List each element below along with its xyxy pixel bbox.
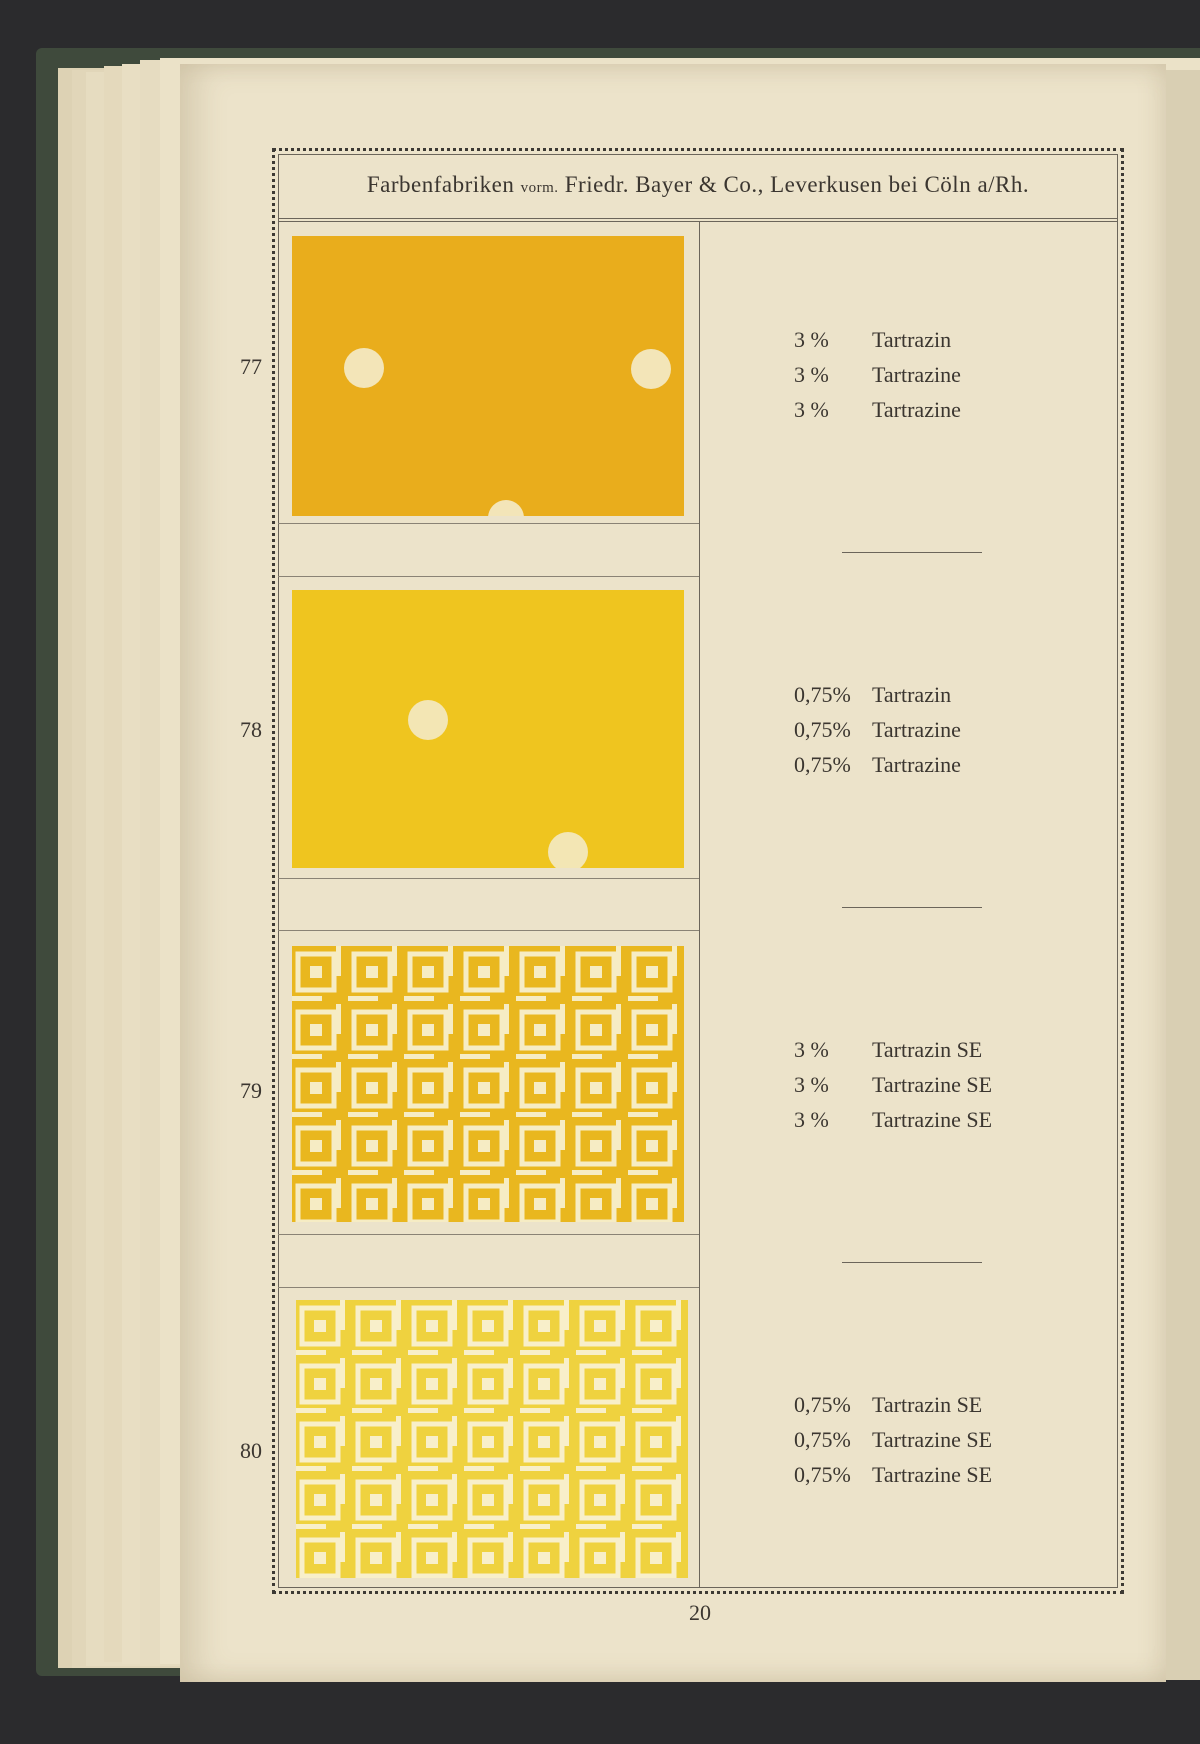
recipe-line: 0,75% Tartrazin SE [794,1392,983,1417]
recipe-line: 3 % Tartrazine SE [794,1072,993,1097]
fabric-swatch [292,236,684,516]
recipe-line: 0,75% Tartrazin [794,682,952,707]
cell-rule [278,1234,699,1235]
separator-line [842,552,982,553]
recipe-78 [794,677,1084,782]
page-number: 20 [689,1600,711,1625]
recipe-line: 3 % Tartrazine [794,362,961,387]
cell-rule [278,576,699,577]
separator-line [842,907,982,908]
sample-number: 77 [240,354,262,379]
fabric-swatch [292,590,684,868]
cell-rule [278,878,699,879]
recipe-80 [794,1387,1084,1492]
recipe-77 [794,322,1084,427]
swatch-fill [292,590,684,868]
column-divider [699,222,700,1588]
header-company: Farbenfabriken [366,172,515,197]
recipe-line: 0,75% Tartrazine SE [794,1462,993,1487]
fabric-swatch [296,1300,688,1578]
recipe-line: 3 % Tartrazine SE [794,1107,993,1132]
sample-number: 78 [240,717,262,742]
cell-rule [278,930,699,931]
cell-rule [278,523,699,524]
sample-number: 79 [240,1078,262,1103]
recipe-line: 3 % Tartrazin SE [794,1037,983,1062]
fabric-swatch [292,946,684,1222]
page-header [278,172,1118,198]
header-address: Friedr. Bayer & Co., Leverkusen bei Cöln a/Rh. [564,172,1030,197]
recipe-line: 0,75% Tartrazine [794,752,961,777]
swatch-79-graphic [292,946,684,1222]
recipe-79 [794,1032,1084,1137]
recipe-line: 0,75% Tartrazine SE [794,1427,993,1452]
sample-number: 80 [240,1438,262,1463]
facing-page-edge [1164,70,1200,1680]
recipe-line: 3 % Tartrazin [794,327,952,352]
swatch-80-graphic [296,1300,688,1578]
swatch-77-graphic [292,236,684,516]
recipe-line: 3 % Tartrazine [794,397,961,422]
recipe-line: 0,75% Tartrazine [794,717,961,742]
swatch-78-graphic [292,590,684,868]
separator-line [842,1262,982,1263]
header-rule [278,218,1118,222]
header-vorm: vorm. [520,180,559,196]
cell-rule [278,1287,699,1288]
